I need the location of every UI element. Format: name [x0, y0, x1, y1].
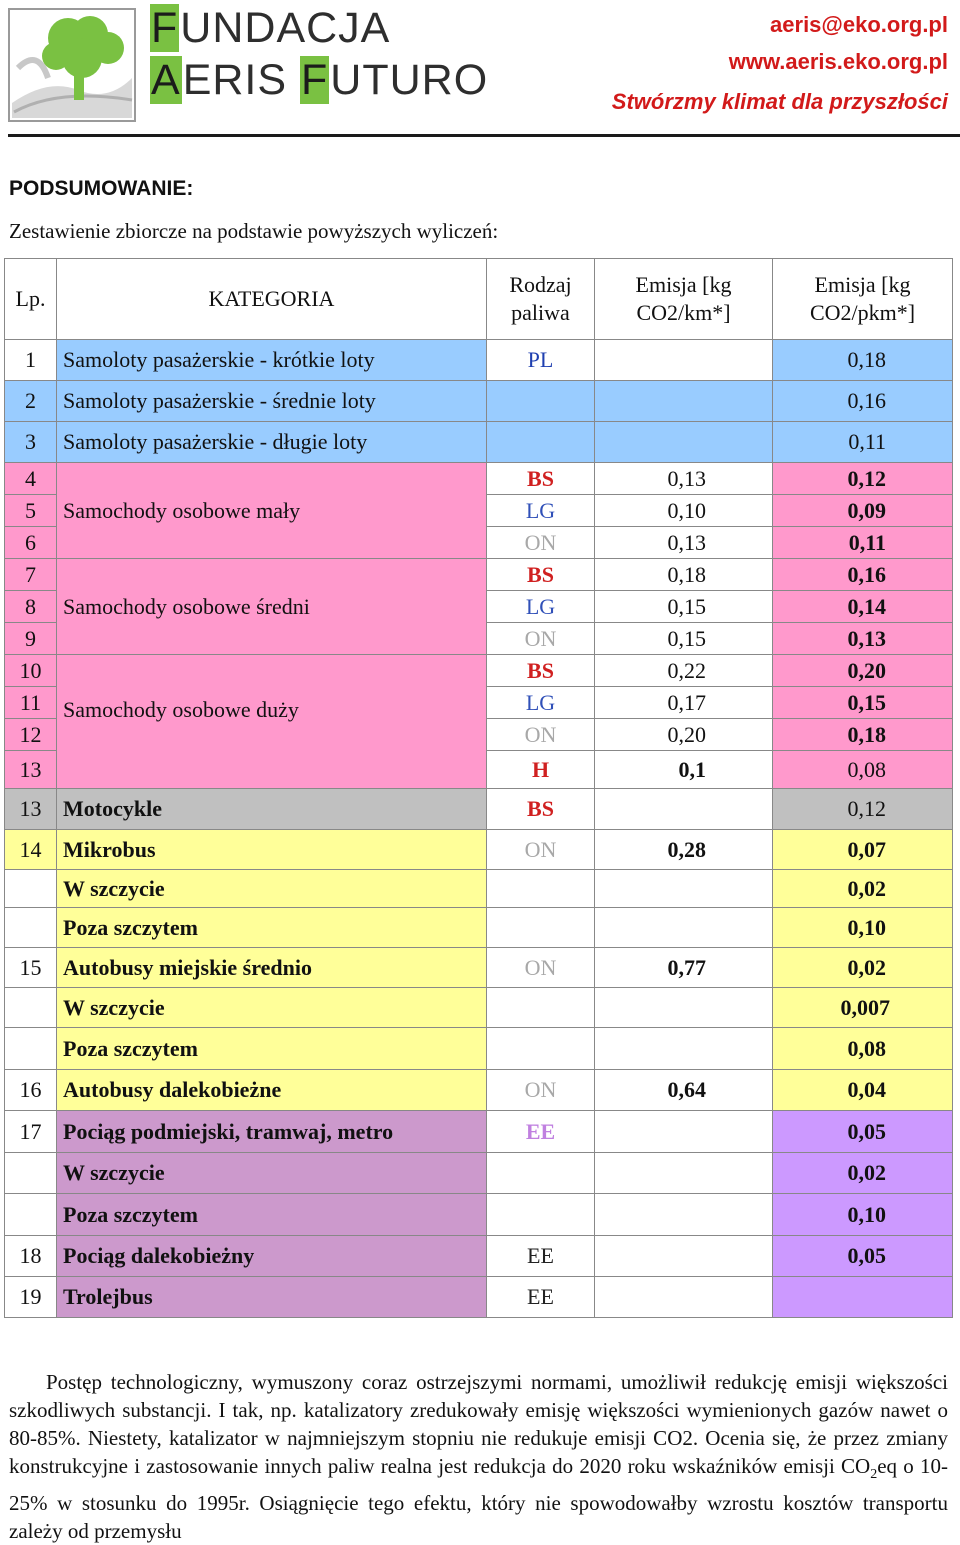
table-row [5, 1194, 953, 1236]
row-fuel: ON [487, 948, 595, 988]
table-header-row [5, 259, 953, 340]
row-fuel: BS [487, 559, 595, 591]
row-km: 0,13 [595, 527, 773, 559]
row-pkm: 0,18 [773, 340, 953, 381]
row-category: Mikrobus [57, 830, 487, 870]
contact-block [612, 6, 948, 124]
table-row [5, 1277, 953, 1318]
header-fuel-line2: paliwa [511, 300, 570, 325]
row-lp: 5 [5, 495, 57, 527]
row-km [595, 1277, 773, 1318]
row-category: Autobusy miejskie średnio [57, 948, 487, 988]
row-fuel [487, 1194, 595, 1236]
row-lp: 14 [5, 830, 57, 870]
row-category: Poza szczytem [57, 1028, 487, 1070]
row-fuel: EE [487, 1111, 595, 1153]
row-fuel: ON [487, 830, 595, 870]
row-lp: 10 [5, 655, 57, 687]
row-lp: 17 [5, 1111, 57, 1153]
header-fuel-line1: Rodzaj [509, 272, 572, 297]
row-km [595, 340, 773, 381]
row-pkm: 0,10 [773, 908, 953, 948]
row-category: Motocykle [57, 789, 487, 830]
row-pkm: 0,05 [773, 1236, 953, 1277]
row-pkm: 0,02 [773, 1153, 953, 1194]
row-lp [5, 908, 57, 948]
table-row [5, 1070, 953, 1111]
row-category: Samoloty pasażerskie - średnie loty [57, 381, 487, 422]
row-pkm: 0,14 [773, 591, 953, 623]
row-pkm: 0,08 [773, 1028, 953, 1070]
row-km: 0,64 [595, 1070, 773, 1111]
body-paragraph [9, 1368, 948, 1545]
row-lp: 7 [5, 559, 57, 591]
row-category: Samoloty pasażerskie - długie loty [57, 422, 487, 463]
table-row [5, 948, 953, 988]
table-row [5, 381, 953, 422]
row-pkm: 0,13 [773, 623, 953, 655]
row-fuel [487, 422, 595, 463]
table-row [5, 870, 953, 908]
row-category: Samoloty pasażerskie - krótkie loty [57, 340, 487, 381]
row-category: Trolejbus [57, 1277, 487, 1318]
row-fuel [487, 1153, 595, 1194]
table-row [5, 1028, 953, 1070]
brand-line-1-text: UNDACJA [180, 4, 391, 52]
header-lp: Lp. [5, 259, 57, 340]
row-lp: 12 [5, 719, 57, 751]
brand-line-2: AERIS FUTURO [151, 56, 489, 104]
row-lp: 8 [5, 591, 57, 623]
row-pkm: 0,08 [773, 751, 953, 789]
row-category: Samochody osobowe średni [57, 559, 487, 655]
row-fuel: ON [487, 719, 595, 751]
row-category: Autobusy dalekobieżne [57, 1070, 487, 1111]
row-fuel [487, 870, 595, 908]
row-km: 0,15 [595, 591, 773, 623]
row-lp: 2 [5, 381, 57, 422]
row-pkm: 0,11 [773, 422, 953, 463]
row-fuel: H [487, 751, 595, 789]
row-lp: 13 [5, 789, 57, 830]
table-row [5, 908, 953, 948]
header-divider [8, 134, 960, 137]
header-category: KATEGORIA [57, 259, 487, 340]
header-km-line2: CO2/km*] [636, 300, 731, 325]
table-row [5, 463, 953, 495]
row-km: 0,17 [595, 687, 773, 719]
table-row [5, 422, 953, 463]
row-category: Poza szczytem [57, 1194, 487, 1236]
row-lp [5, 870, 57, 908]
slogan: Stwórzmy klimat dla przyszłości [611, 89, 948, 114]
table-row [5, 988, 953, 1028]
row-fuel: LG [487, 495, 595, 527]
table-row [5, 1153, 953, 1194]
row-pkm: 0,12 [773, 789, 953, 830]
row-lp: 1 [5, 340, 57, 381]
header-pkm-line2: CO2/pkm*] [809, 300, 916, 325]
row-fuel: BS [487, 463, 595, 495]
row-pkm: 0,12 [773, 463, 953, 495]
table-row [5, 1236, 953, 1277]
row-lp: 11 [5, 687, 57, 719]
row-pkm: 0,15 [773, 687, 953, 719]
website-link[interactable]: www.aeris.eko.org.pl [728, 49, 948, 74]
row-lp: 6 [5, 527, 57, 559]
table-row [5, 789, 953, 830]
row-km: 0,10 [595, 495, 773, 527]
row-pkm: 0,04 [773, 1070, 953, 1111]
row-pkm: 0,07 [773, 830, 953, 870]
tree-logo-icon [8, 8, 136, 122]
row-km [595, 870, 773, 908]
row-km: 0,15 [595, 623, 773, 655]
row-lp: 3 [5, 422, 57, 463]
row-lp [5, 1153, 57, 1194]
row-pkm: 0,05 [773, 1111, 953, 1153]
row-fuel: BS [487, 655, 595, 687]
row-fuel [487, 381, 595, 422]
paragraph-text-b: eq o 10-25% w stosunku do 1995r. Osiągnięcie tego efektu, który nie spowodowałby wzrostu kosztów transportu zależy od przemysłu [9, 1454, 948, 1544]
row-fuel: PL [487, 340, 595, 381]
row-pkm: 0,10 [773, 1194, 953, 1236]
row-category: Samochody osobowe duży [57, 655, 487, 789]
paragraph-text-a: Postęp technologiczny, wymuszony coraz ostrzejszymi normami, umożliwił redukcję emisji większości szkodliwych substancji. I tak, np. katalizatory zredukowały emisję większości wymienionych gazów nawet o 80-85%. Niestety, katalizator w najmniejszym stopniu nie redukuje emisji CO2. Ocenia się, że przez zmiany konstrukcyjne i zastosowanie innych paliw realna jest redukcja do 2020 roku wskaźników emisji CO [9, 1370, 948, 1478]
table-row [5, 655, 953, 687]
section-title: PODSUMOWANIE: [9, 177, 194, 200]
row-km [595, 1028, 773, 1070]
row-lp: 15 [5, 948, 57, 988]
row-fuel [487, 1028, 595, 1070]
row-km: 0,28 [595, 830, 773, 870]
row-category: Poza szczytem [57, 908, 487, 948]
row-category: W szczycie [57, 988, 487, 1028]
paragraph-subscript: 2 [870, 1467, 878, 1483]
row-pkm: 0,11 [773, 527, 953, 559]
row-km: 0,20 [595, 719, 773, 751]
row-pkm: 0,20 [773, 655, 953, 687]
page-header [0, 0, 960, 140]
row-fuel [487, 988, 595, 1028]
row-lp: 9 [5, 623, 57, 655]
header-km-line1: Emisja [kg [635, 272, 732, 297]
row-km: 0,1 [595, 751, 773, 789]
row-lp: 16 [5, 1070, 57, 1111]
row-km [595, 381, 773, 422]
row-km [595, 1194, 773, 1236]
row-km [595, 789, 773, 830]
row-fuel: ON [487, 1070, 595, 1111]
row-pkm: 0,18 [773, 719, 953, 751]
table-row [5, 1111, 953, 1153]
row-pkm: 0,09 [773, 495, 953, 527]
row-fuel [487, 908, 595, 948]
header-km [595, 259, 773, 340]
brand-line-1: FUNDACJA [151, 4, 391, 52]
section-subtitle: Zestawienie zbiorcze na podstawie powyższych wyliczeń: [9, 219, 499, 243]
row-lp [5, 1194, 57, 1236]
row-pkm: 0,02 [773, 948, 953, 988]
row-km [595, 1111, 773, 1153]
row-lp [5, 988, 57, 1028]
row-fuel: ON [487, 623, 595, 655]
row-lp: 19 [5, 1277, 57, 1318]
row-pkm: 0,007 [773, 988, 953, 1028]
row-km: 0,22 [595, 655, 773, 687]
email-link[interactable]: aeris@eko.org.pl [770, 12, 948, 37]
row-fuel: EE [487, 1236, 595, 1277]
row-pkm [773, 1277, 953, 1318]
row-category: W szczycie [57, 870, 487, 908]
row-pkm: 0,16 [773, 381, 953, 422]
table-row [5, 830, 953, 870]
row-category: Pociąg dalekobieżny [57, 1236, 487, 1277]
row-km: 0,13 [595, 463, 773, 495]
foundation-name [150, 2, 488, 106]
row-pkm: 0,02 [773, 870, 953, 908]
header-pkm [773, 259, 953, 340]
row-lp [5, 1028, 57, 1070]
row-km [595, 908, 773, 948]
header-pkm-line1: Emisja [kg [814, 272, 911, 297]
row-category: Samochody osobowe mały [57, 463, 487, 559]
row-km [595, 1236, 773, 1277]
header-fuel [487, 259, 595, 340]
table-row [5, 559, 953, 591]
row-fuel: LG [487, 591, 595, 623]
row-pkm: 0,16 [773, 559, 953, 591]
row-fuel: BS [487, 789, 595, 830]
row-km: 0,18 [595, 559, 773, 591]
row-category: W szczycie [57, 1153, 487, 1194]
row-fuel: EE [487, 1277, 595, 1318]
row-km [595, 988, 773, 1028]
table-row [5, 340, 953, 381]
emissions-table [4, 258, 953, 1318]
row-fuel: ON [487, 527, 595, 559]
row-km [595, 1153, 773, 1194]
row-lp: 4 [5, 463, 57, 495]
row-lp: 13 [5, 751, 57, 789]
row-lp: 18 [5, 1236, 57, 1277]
row-category: Pociąg podmiejski, tramwaj, metro [57, 1111, 487, 1153]
row-fuel: LG [487, 687, 595, 719]
row-km: 0,77 [595, 948, 773, 988]
row-km [595, 422, 773, 463]
